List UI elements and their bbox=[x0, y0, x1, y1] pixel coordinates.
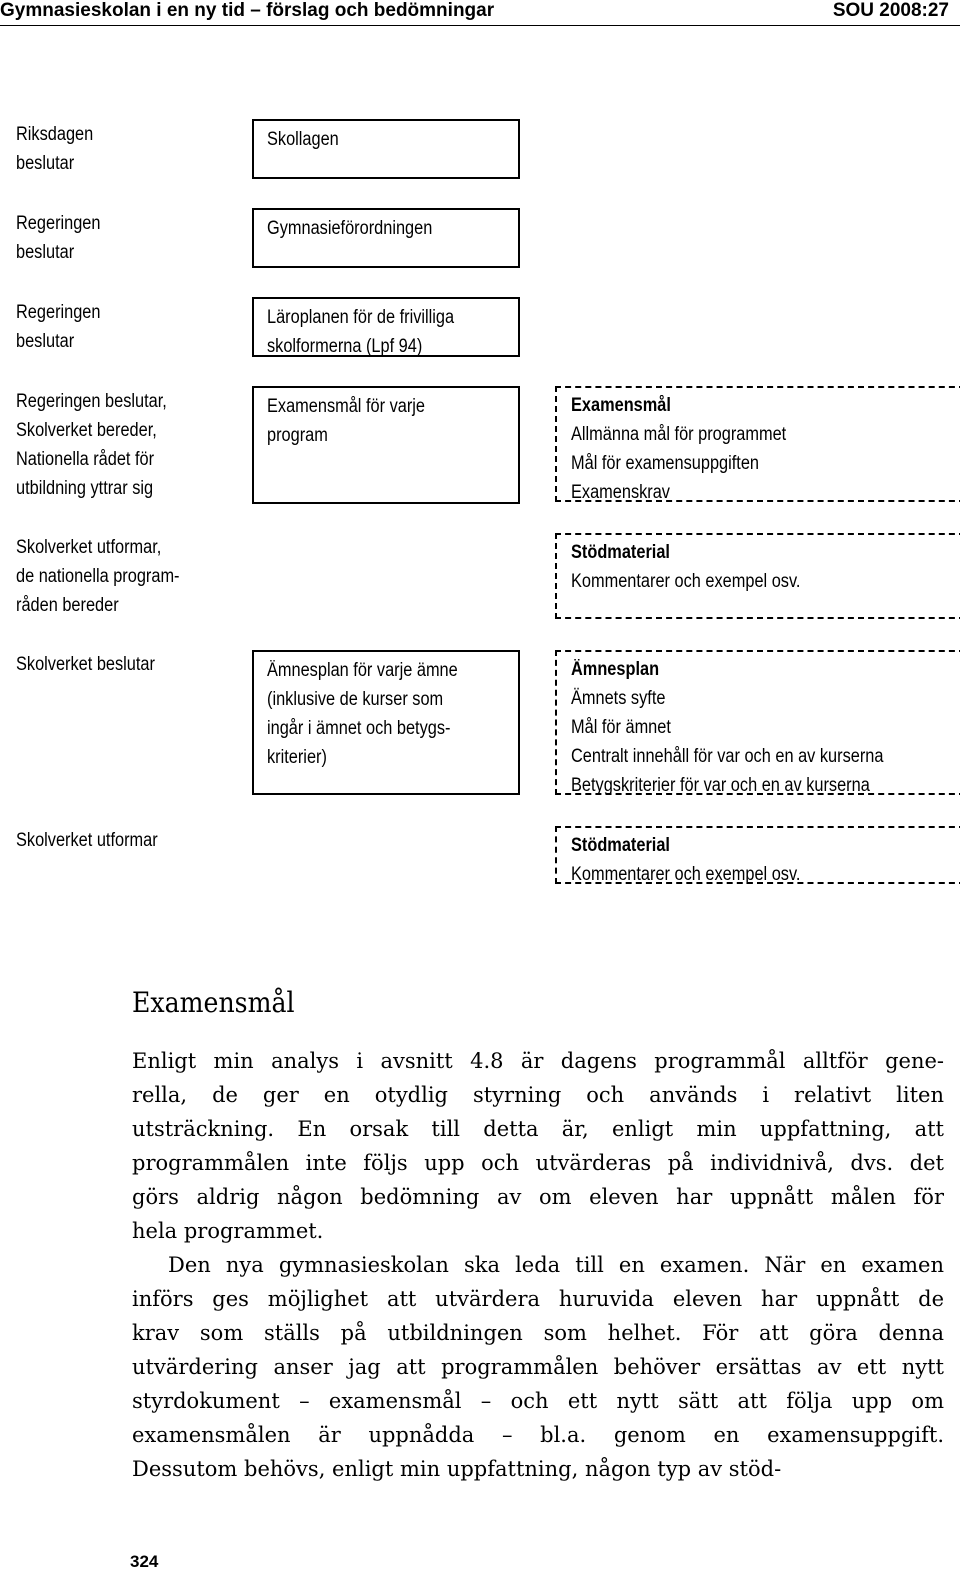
paragraph-1: Enligt min analys i avsnitt 4.8 är dagens programmål alltför gene- rella, de ger en otydlig styrning och används i relativt liten utsträckning. En orsak till detta är, enligt min uppfattning, att programmålen inte följs upp och utvärderas på individnivå, dvs. det görs aldrig någon bedömning av om eleven har uppnått målen för hela programmet. bbox=[132, 1049, 944, 1243]
doc-box-amnesplan: Ämnesplan för varje ämne (inklusive de kurser som ingår i ämnet och betygs- kriterier) bbox=[252, 650, 520, 795]
actor-label-amnesplan: Skolverket beslutar bbox=[16, 654, 155, 675]
running-header bbox=[0, 0, 960, 23]
actor-label-riksdagen: Riksdagen beslutar bbox=[16, 124, 94, 174]
section-heading: Examensmål bbox=[132, 986, 295, 1019]
actor-label-stodmaterial-1: Skolverket utformar, de nationella program- råden bereder bbox=[16, 537, 180, 616]
report-code: SOU 2008:27 bbox=[832, 0, 949, 21]
actor-label-regeringen-1: Regeringen beslutar bbox=[16, 213, 101, 263]
doc-box-laroplanen: Läroplanen för de frivilliga skolformerna (Lpf 94) bbox=[252, 297, 520, 357]
header-rule bbox=[0, 25, 960, 26]
running-header-title: Gymnasieskolan i en ny tid – förslag och bedömningar bbox=[0, 0, 495, 21]
paragraph-2: Den nya gymnasieskolan ska leda till en examen. När en examen införs ges möjlighet att utvärdera huruvida eleven har uppnått de krav som ställs på utbildningen som helhet. För att göra denna utvärdering anser jag att programmålen behöver ersättas av ett nytt styrdokument – examensmål – och ett nytt sätt att följa upp om examensmålen är uppnådda – bl.a. genom en examensuppgift. Dessutom behövs, enligt min uppfattning, någon typ av stöd- bbox=[132, 1253, 944, 1481]
detail-box-stodmaterial-2: Stödmaterial Kommentarer och exempel osv. bbox=[555, 826, 960, 884]
detail-box-stodmaterial-1: Stödmaterial Kommentarer och exempel osv. bbox=[555, 533, 960, 619]
doc-box-gymnasieforordningen: Gymnasieförordningen bbox=[252, 208, 520, 268]
doc-box-skollagen: Skollagen bbox=[252, 119, 520, 179]
actor-label-examensmal: Regeringen beslutar, Skolverket bereder, Nationella rådet för utbildning yttrar sig bbox=[16, 391, 167, 499]
detail-box-examensmal: Examensmål Allmänna mål för programmet Mål för examensuppgiften Examenskrav bbox=[555, 386, 960, 502]
actor-label-regeringen-2: Regeringen beslutar bbox=[16, 302, 101, 352]
doc-box-examensmal: Examensmål för varje program bbox=[252, 386, 520, 504]
page-number: 324 bbox=[130, 1552, 159, 1571]
actor-label-stodmaterial-2: Skolverket utformar bbox=[16, 830, 158, 851]
detail-box-amnesplan: Ämnesplan Ämnets syfte Mål för ämnet Centralt innehåll för var och en av kurserna Betygskriterier för var och en av kurserna bbox=[555, 650, 960, 795]
